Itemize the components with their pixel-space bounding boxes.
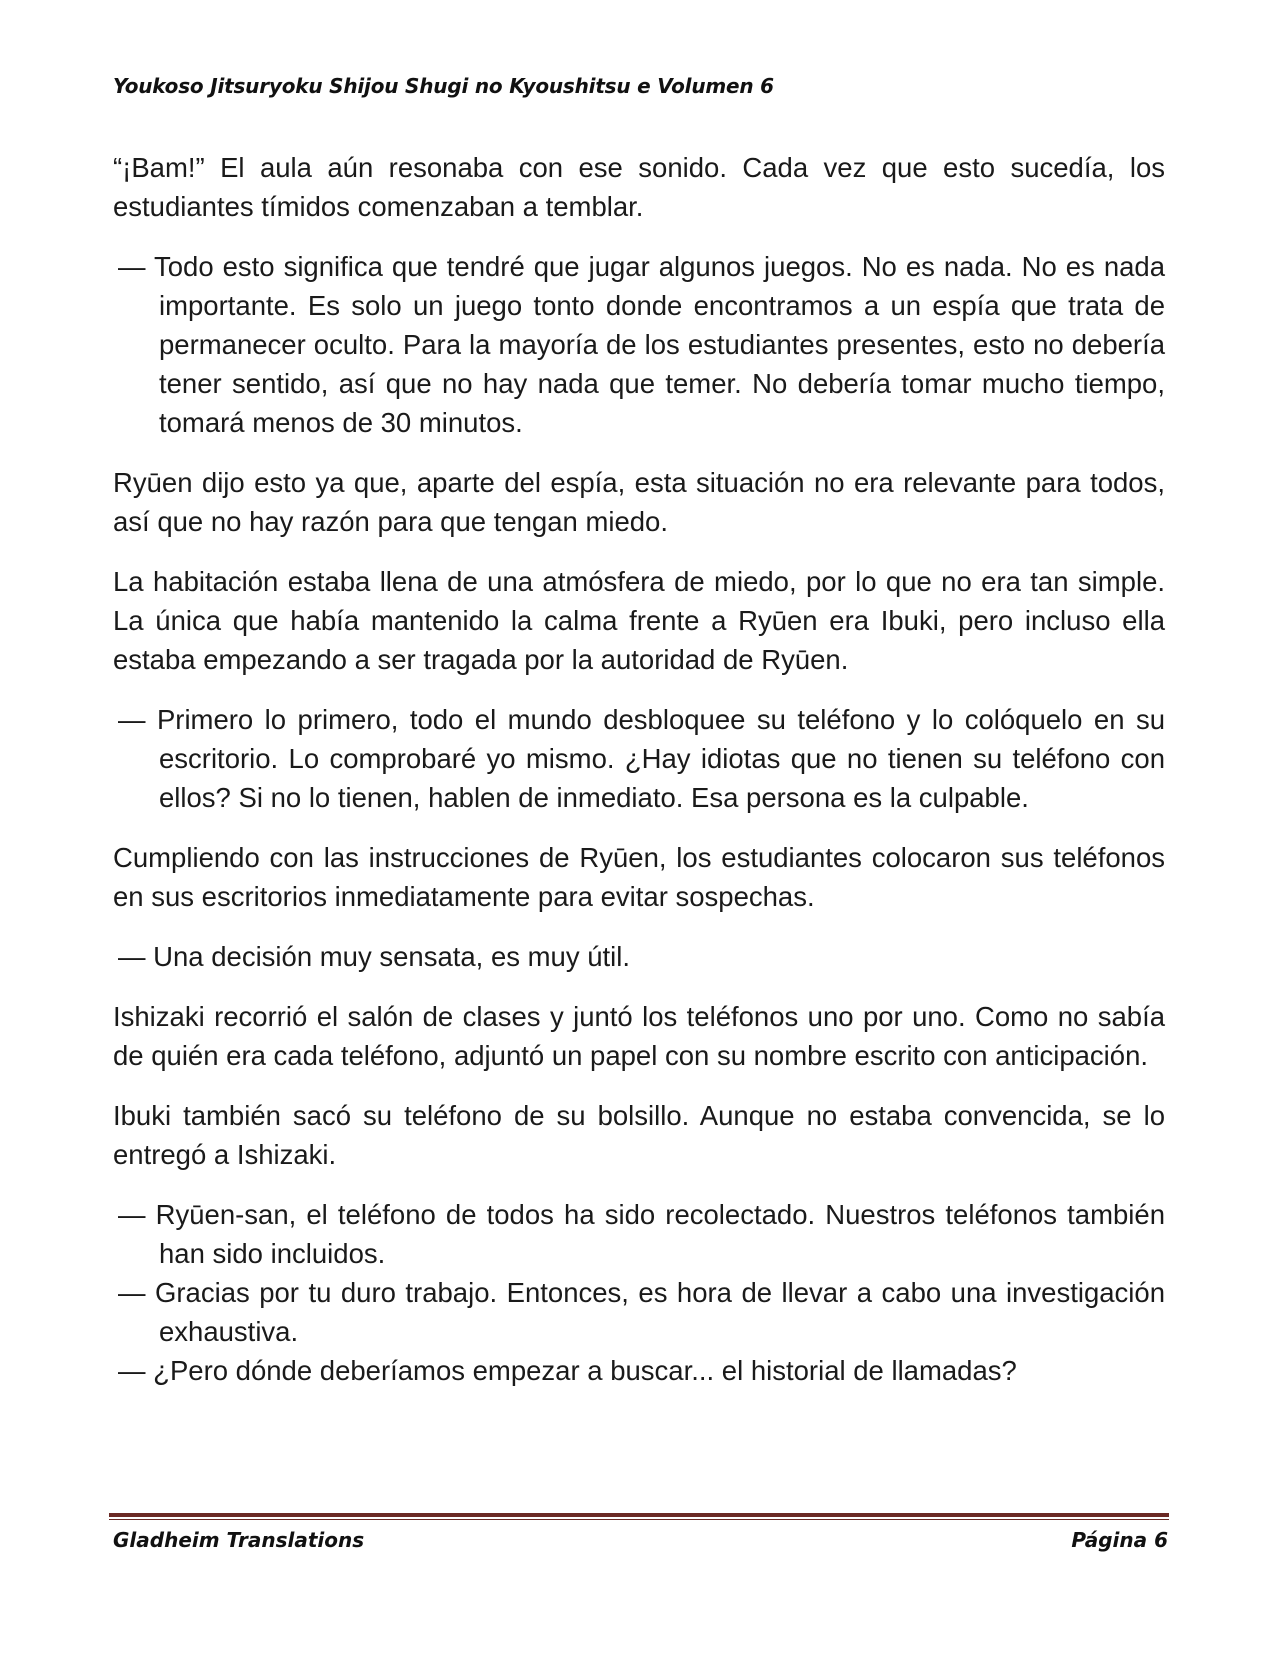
paragraph: “¡Bam!” El aula aún resonaba con ese sonido. Cada vez que esto sucedía, los estudiantes tímidos comenzaban a temblar. [113,152,1165,222]
paragraph: Ryūen dijo esto ya que, aparte del espía, esta situación no era relevante para todos, así que no hay razón para que tengan miedo. [113,467,1165,537]
dialogue-line: — Una decisión muy sensata, es muy útil. [118,941,631,972]
paragraph: Ibuki también sacó su teléfono de su bolsillo. Aunque no estaba convencida, se lo entregó a Ishizaki. [113,1100,1165,1170]
dialogue-line: — Gracias por tu duro trabajo. Entonces, es hora de llevar a cabo una investigación exhaustiva. [118,1277,1165,1347]
dialogue-line: — Primero lo primero, todo el mundo desbloquee su teléfono y lo colóquelo en su escritorio. Lo comprobaré yo mismo. ¿Hay idiotas que no tienen su teléfono con ellos? Si no lo tienen, hablen de inmediato. Esa persona es la culpable. [118,704,1165,813]
paragraph: La habitación estaba llena de una atmósfera de miedo, por lo que no era tan simple. La única que había mantenido la calma frente a Ryūen era Ibuki, pero incluso ella estaba empezando a ser tragada por la autoridad de Ryūen. [113,566,1165,675]
footer-publisher: Gladheim Translations [113,1528,365,1552]
dialogue-line: — Ryūen-san, el teléfono de todos ha sido recolectado. Nuestros teléfonos también han sido incluidos. [118,1199,1165,1269]
footer-page-number: Página 6 [1071,1528,1168,1552]
paragraph: Cumpliendo con las instrucciones de Ryūen, los estudiantes colocaron sus teléfonos en sus escritorios inmediatamente para evitar sospechas. [113,842,1165,912]
dialogue-line: — ¿Pero dónde deberíamos empezar a buscar... el historial de llamadas? [118,1355,1017,1386]
paragraph: Ishizaki recorrió el salón de clases y juntó los teléfonos uno por uno. Como no sabía de quién era cada teléfono, adjuntó un papel con su nombre escrito con anticipación. [113,1001,1165,1071]
body-text [113,148,1165,1411]
dialogue-line: — Todo esto significa que tendré que jugar algunos juegos. No es nada. No es nada importante. Es solo un juego tonto donde encontramos a un espía que trata de permanecer oculto. Para la mayoría de los estudiantes presentes, esto no debería tener sentido, así que no hay nada que temer. No debería tomar mucho tiempo, tomará menos de 30 minutos. [118,251,1165,438]
running-head-title: Youkoso Jitsuryoku Shijou Shugi no Kyoushitsu e Volumen 6 [113,74,774,98]
footer-divider [109,1513,1169,1520]
